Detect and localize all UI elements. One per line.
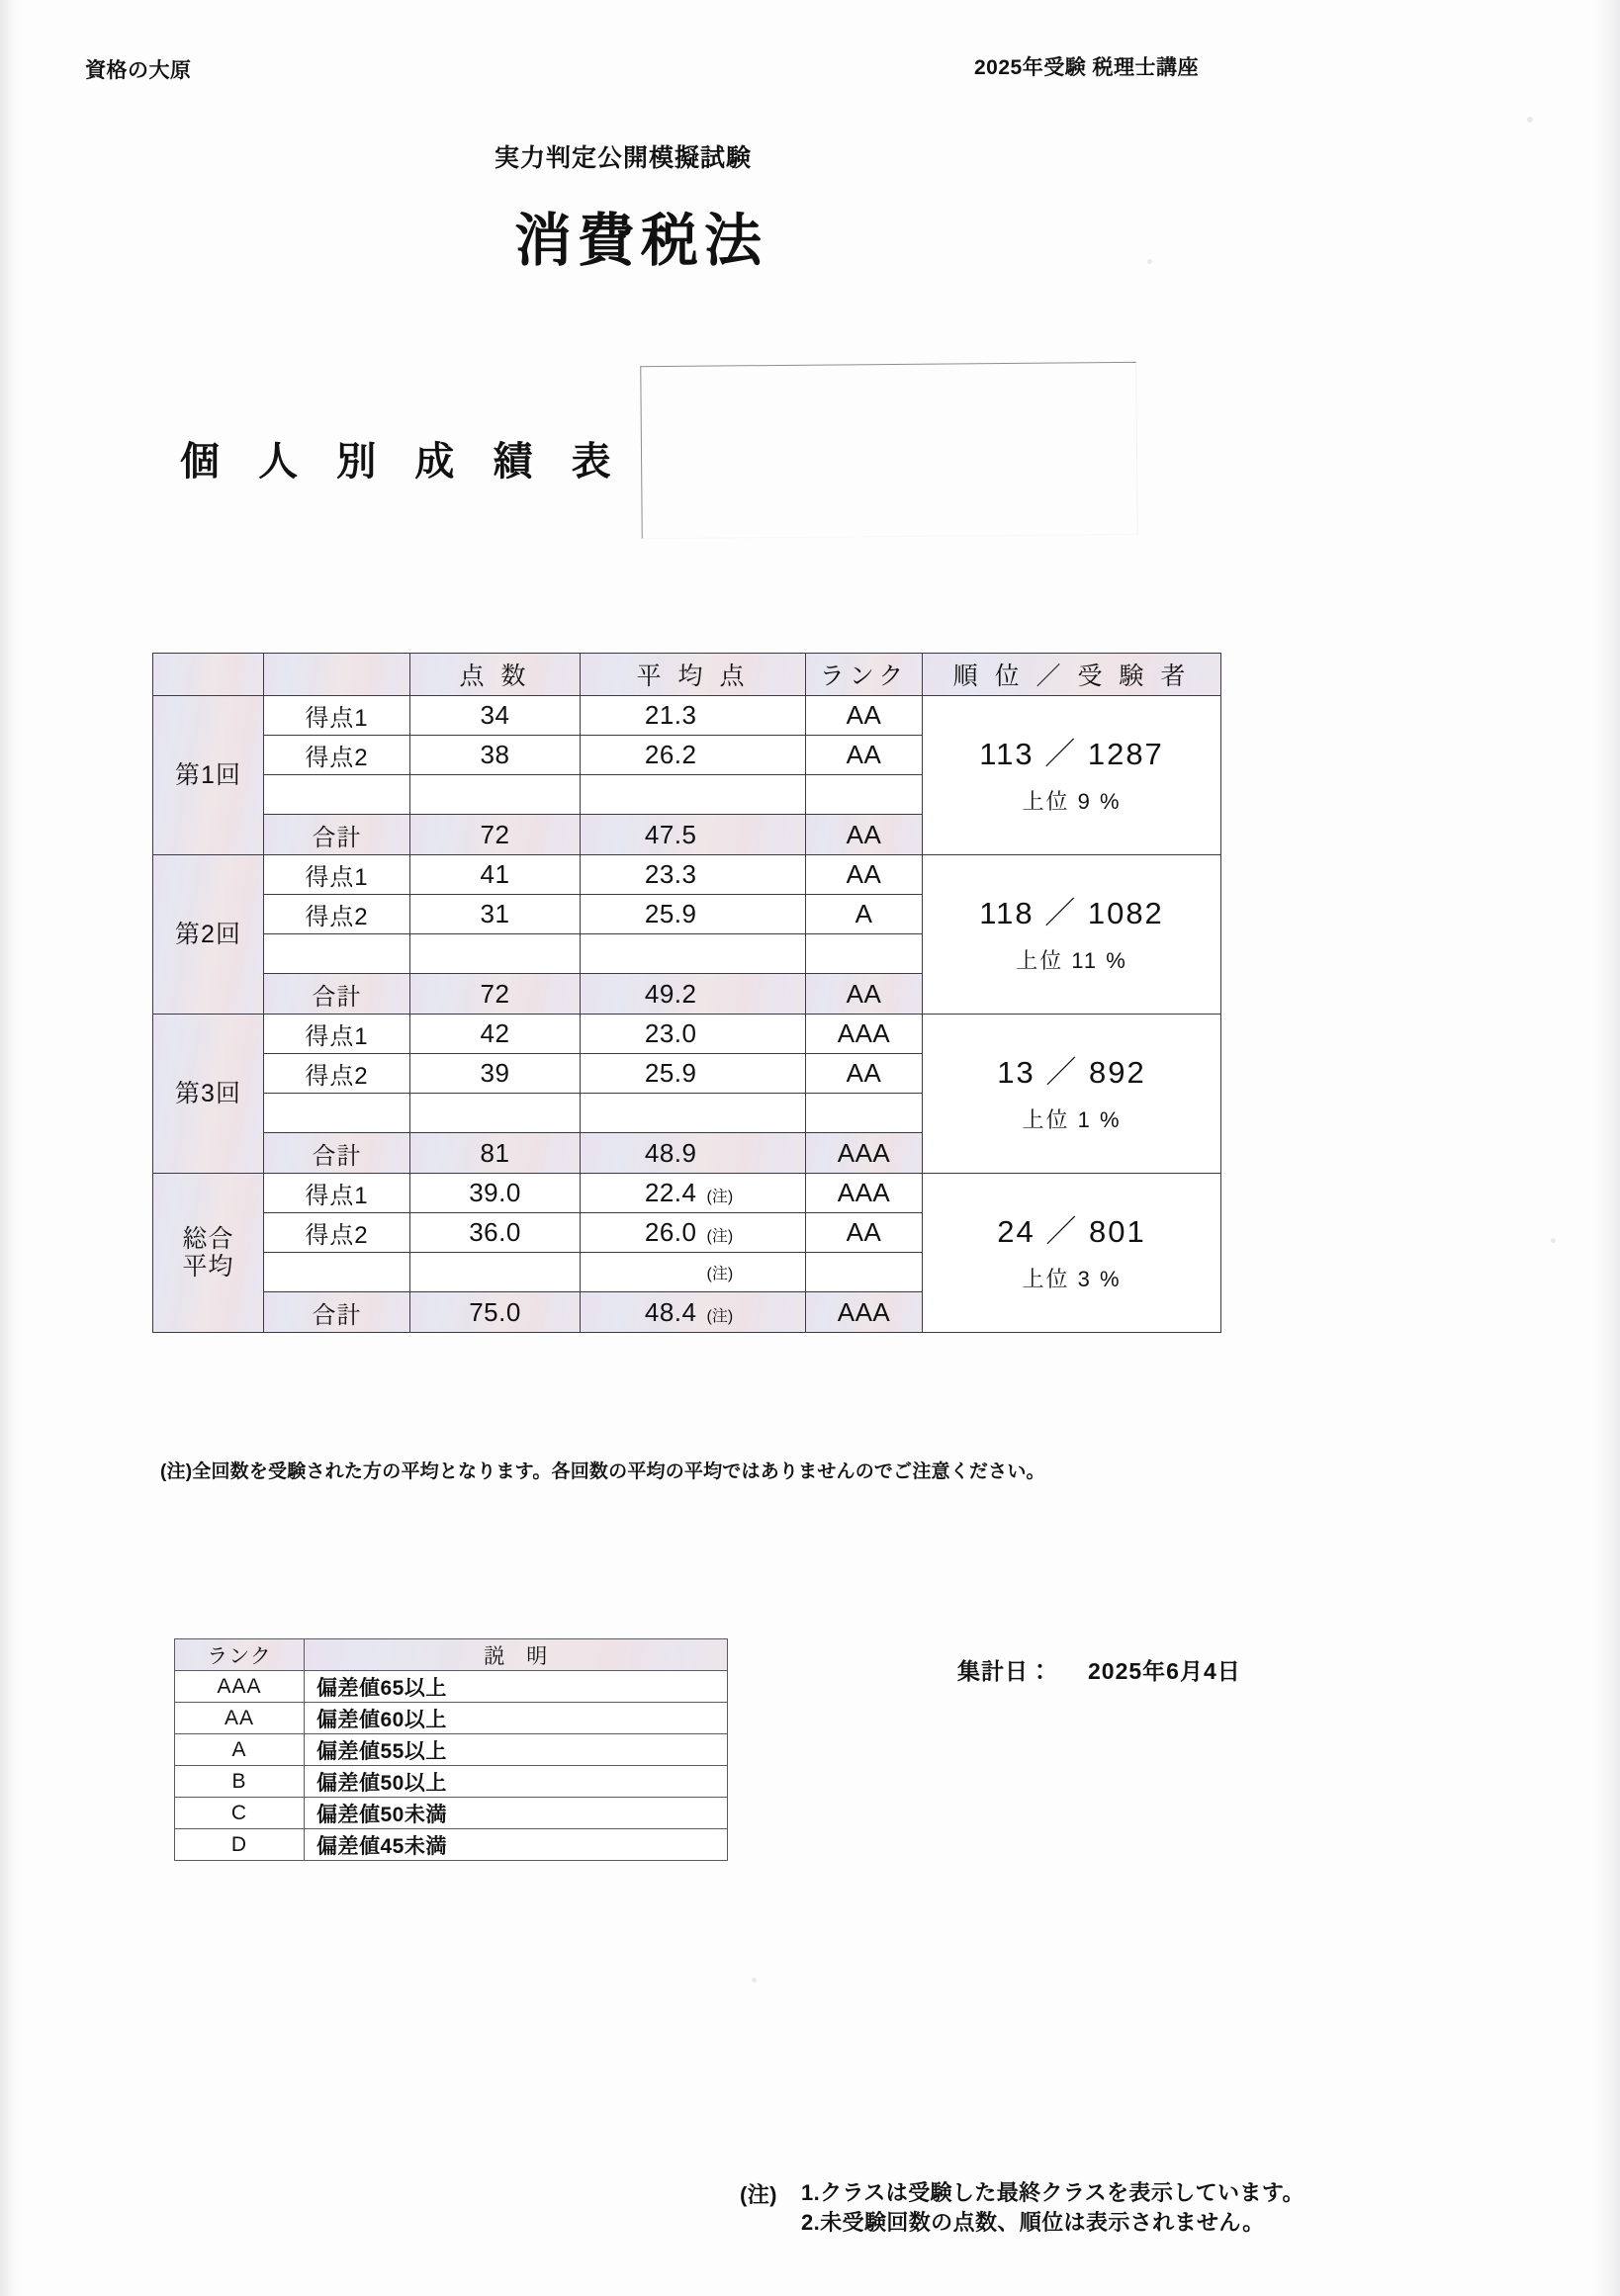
average-value-wrapper: [581, 820, 805, 850]
aggregation-date: [957, 1653, 1241, 1686]
score-table: [152, 653, 1221, 1333]
average-value: 26.2: [644, 740, 697, 769]
list-item: [175, 1734, 728, 1766]
average-value: 48.9: [644, 1137, 697, 1168]
average-value-wrapper: [581, 979, 805, 1010]
average-value-wrapper: [581, 1261, 805, 1283]
legend-rank-cell: A: [175, 1734, 305, 1766]
average-cell: [581, 1094, 806, 1133]
legend-rank-cell: AAA: [175, 1671, 305, 1703]
item-label-cell: 得点1: [264, 1174, 410, 1213]
average-value: 25.9: [644, 899, 697, 928]
table-row: [153, 696, 1221, 736]
rank-position: 118 ／ 1082: [979, 895, 1164, 930]
score-cell: 72: [410, 974, 581, 1015]
list-item: [175, 1766, 728, 1798]
average-cell: [581, 1292, 806, 1333]
average-cell: [581, 775, 806, 815]
col-header-score: 点 数: [410, 654, 581, 696]
average-note-marker: (注): [706, 1266, 734, 1282]
legend-description-cell: 偏差値50未満: [305, 1798, 728, 1829]
table-row: [153, 1174, 1221, 1213]
average-value: 47.5: [644, 819, 697, 849]
legend-description-cell: 偏差値65以上: [305, 1671, 728, 1703]
legend-rank-cell: B: [175, 1766, 305, 1798]
score-cell: 39.0: [410, 1174, 581, 1213]
rank-cell: AA: [806, 974, 923, 1015]
col-header-average: 平 均 点: [581, 654, 806, 696]
rank-position: 24 ／ 801: [997, 1213, 1146, 1249]
rank-cell: [806, 775, 923, 815]
rank-cell: AA: [806, 855, 923, 895]
percentile-label: 上位 3 %: [1022, 1266, 1122, 1291]
average-cell: [581, 736, 806, 775]
subject-title: 消費税法: [514, 209, 768, 273]
item-label-cell: [264, 1253, 410, 1292]
bottom-notes-marker: (注): [740, 2182, 777, 2207]
average-cell: [581, 696, 806, 736]
rank-position: 113 ／ 1287: [979, 736, 1164, 771]
average-value: 23.0: [644, 1018, 697, 1048]
score-cell: 39: [410, 1054, 581, 1094]
score-cell: [410, 1253, 581, 1292]
average-cell: [581, 934, 806, 974]
average-value-wrapper: [581, 1297, 805, 1328]
average-note-marker: (注): [706, 1228, 734, 1245]
aggregation-date-value: 2025年6月4日: [1088, 1658, 1241, 1684]
average-value: 21.3: [644, 700, 697, 730]
legend-rank-cell: AA: [175, 1703, 305, 1734]
rank-number-cell: [923, 696, 1221, 855]
item-label-cell: 得点2: [264, 1213, 410, 1253]
percentile-label: 上位 9 %: [1022, 788, 1122, 814]
item-label-cell: 得点1: [264, 696, 410, 736]
rank-cell: AA: [806, 1054, 923, 1094]
average-cell: [581, 1213, 806, 1253]
score-cell: 36.0: [410, 1213, 581, 1253]
average-value-wrapper: [581, 740, 805, 770]
average-value: 26.0: [644, 1217, 697, 1247]
legend-header-rank: ランク: [175, 1639, 305, 1671]
average-cell: [581, 1253, 806, 1292]
item-label-cell: 合計: [264, 1133, 410, 1174]
score-cell: [410, 1094, 581, 1133]
average-value-wrapper: [581, 1018, 805, 1049]
round-label-line: 総合: [182, 1225, 234, 1253]
course-label: 2025年受験 税理士講座: [974, 56, 1200, 79]
legend-description-cell: 偏差値60以上: [305, 1703, 728, 1734]
average-value: 23.3: [644, 859, 697, 889]
score-cell: 81: [410, 1133, 581, 1174]
rank-cell: AA: [806, 736, 923, 775]
student-name-box: [640, 362, 1138, 539]
average-value-wrapper: [581, 1178, 805, 1208]
rank-position: 13 ／ 892: [997, 1054, 1146, 1090]
round-label-line: 平均: [182, 1253, 234, 1280]
rank-cell: [806, 1094, 923, 1133]
rank-cell: AAA: [806, 1292, 923, 1333]
average-cell: [581, 1133, 806, 1174]
col-header-rank: ランク: [806, 654, 923, 696]
item-label-cell: 得点2: [264, 736, 410, 775]
score-cell: 34: [410, 696, 581, 736]
aggregation-date-label: 集計日：: [957, 1658, 1052, 1684]
item-label-cell: [264, 1094, 410, 1133]
rank-number-cell: [923, 1015, 1221, 1174]
average-value-wrapper: [581, 859, 805, 890]
rank-cell: AA: [806, 696, 923, 736]
average-value: 48.4: [644, 1296, 697, 1327]
average-cell: [581, 1174, 806, 1213]
average-value-wrapper: [581, 1138, 805, 1169]
list-item: [175, 1798, 728, 1829]
score-cell: [410, 775, 581, 815]
col-header-round: [153, 654, 264, 696]
percentile-label: 上位 1 %: [1022, 1106, 1122, 1132]
round-label-cell: [153, 1174, 264, 1333]
average-cell: [581, 974, 806, 1015]
round-label-cell: 第2回: [153, 855, 264, 1015]
item-label-cell: [264, 775, 410, 815]
average-value: 49.2: [644, 978, 697, 1009]
score-cell: 31: [410, 895, 581, 934]
item-label-cell: 得点2: [264, 1054, 410, 1094]
rank-cell: AA: [806, 1213, 923, 1253]
average-note-marker: (注): [706, 1189, 734, 1205]
item-label-cell: 合計: [264, 974, 410, 1015]
average-value-wrapper: [581, 1058, 805, 1089]
rank-number-cell: [923, 855, 1221, 1015]
brand-name: 資格の大原: [85, 59, 192, 82]
score-cell: 75.0: [410, 1292, 581, 1333]
average-value: 25.9: [644, 1058, 697, 1088]
rank-cell: AAA: [806, 1015, 923, 1054]
legend-header-description: 説 明: [305, 1639, 728, 1671]
list-item: [175, 1703, 728, 1734]
scan-speck: [1551, 1238, 1556, 1243]
item-label-cell: 合計: [264, 815, 410, 855]
item-label-cell: [264, 934, 410, 974]
average-value-wrapper: [581, 899, 805, 929]
round-label-cell: 第3回: [153, 1015, 264, 1174]
average-cell: [581, 1015, 806, 1054]
score-cell: 42: [410, 1015, 581, 1054]
round-label-cell: 第1回: [153, 696, 264, 855]
col-header-rank-number: 順 位 ／ 受 験 者: [923, 654, 1221, 696]
average-cell: [581, 855, 806, 895]
rank-cell: AAA: [806, 1133, 923, 1174]
rank-number-cell: [923, 1174, 1221, 1333]
bottom-notes: [740, 2178, 1305, 2238]
item-label-cell: 得点1: [264, 1015, 410, 1054]
score-cell: [410, 934, 581, 974]
rank-cell: A: [806, 895, 923, 934]
average-value: 22.4: [644, 1178, 697, 1207]
score-cell: 72: [410, 815, 581, 855]
legend-description-cell: 偏差値50以上: [305, 1766, 728, 1798]
scan-speck: [1527, 117, 1533, 123]
bottom-note-line-2: 2.未受験回数の点数、順位は表示されません。: [801, 2209, 1265, 2235]
item-label-cell: 得点2: [264, 895, 410, 934]
legend-description-cell: 偏差値55以上: [305, 1734, 728, 1766]
rank-legend-header-row: [175, 1639, 728, 1671]
average-cell: [581, 1054, 806, 1094]
legend-rank-cell: D: [175, 1829, 305, 1861]
col-header-item: [264, 654, 410, 696]
rank-cell: AAA: [806, 1174, 923, 1213]
page-title: 個 人 別 成 績 表: [180, 440, 625, 484]
list-item: [175, 1671, 728, 1703]
percentile-label: 上位 11 %: [1016, 947, 1127, 973]
exam-name: 実力判定公開模擬試験: [495, 144, 753, 172]
score-table-header-row: [153, 654, 1221, 696]
list-item: [175, 1829, 728, 1861]
rank-cell: [806, 1253, 923, 1292]
score-cell: 41: [410, 855, 581, 895]
item-label-cell: 合計: [264, 1292, 410, 1333]
item-label-cell: 得点1: [264, 855, 410, 895]
average-note-marker: (注): [706, 1307, 734, 1325]
scan-speck: [1147, 259, 1152, 264]
average-value-wrapper: [581, 700, 805, 731]
table-row: [153, 855, 1221, 895]
score-table-body: [153, 696, 1221, 1333]
rank-cell: AA: [806, 815, 923, 855]
table-footnote: (注)全回数を受験された方の平均となります。各回数の平均の平均ではありませんのでご注意ください。: [160, 1461, 1045, 1482]
bottom-note-line-1: 1.クラスは受験した最終クラスを表示しています。: [801, 2180, 1305, 2205]
average-value-wrapper: [581, 1217, 805, 1248]
rank-cell: [806, 934, 923, 974]
legend-description-cell: 偏差値45未満: [305, 1829, 728, 1861]
table-row: [153, 1015, 1221, 1054]
rank-legend-table: [174, 1638, 728, 1861]
score-cell: 38: [410, 736, 581, 775]
average-cell: [581, 815, 806, 855]
legend-rank-cell: C: [175, 1798, 305, 1829]
average-cell: [581, 895, 806, 934]
rank-legend-body: [175, 1671, 728, 1861]
scan-speck: [752, 1978, 757, 1983]
